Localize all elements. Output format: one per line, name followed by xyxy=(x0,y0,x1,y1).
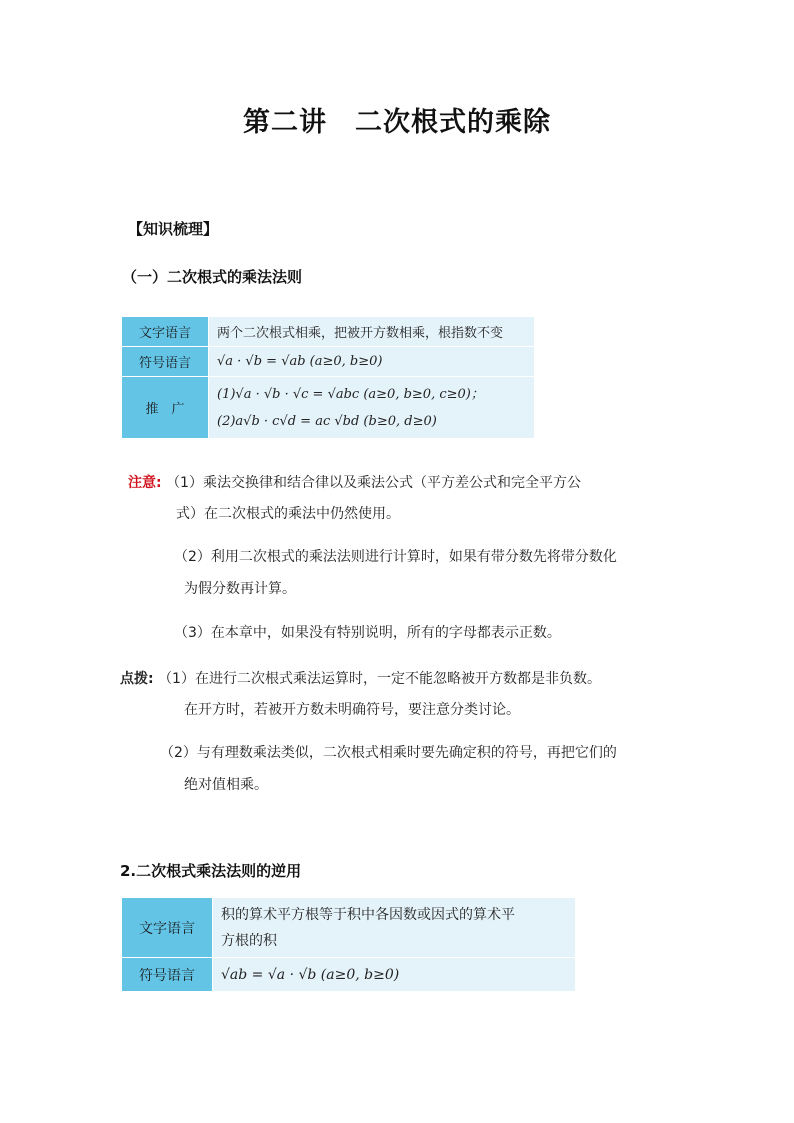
table-label: 文字语言 xyxy=(122,317,209,347)
tips-item-1-line2: 在开方时，若被开方数未明确符号，要注意分类讨论。 xyxy=(184,702,520,718)
section-heading: 【知识梳理】 xyxy=(128,220,219,238)
subsection-title-2: 2.二次根式乘法法则的逆用 xyxy=(120,862,302,880)
tips-item-2-line2: 绝对值相乘。 xyxy=(184,777,268,793)
reverse-rule-table xyxy=(121,897,576,992)
tips-item-2-line1: （2）与有理数乘法类似，二次根式相乘时要先确定积的符号，再把它们的 xyxy=(160,745,617,761)
table-value: 积的算术平方根等于积中各因数或因式的算术平 xyxy=(221,906,515,923)
table-value: 两个二次根式相乘，把被开方数相乘，根指数不变 xyxy=(209,317,535,347)
table-value-formula: (2)a√b · c√d = ac √bd (b≥0, d≥0) xyxy=(217,413,437,429)
notice-label: 注意: xyxy=(128,475,162,491)
table-label: 符号语言 xyxy=(122,347,209,377)
notice-item-3: （3）在本章中，如果没有特别说明，所有的字母都表示正数。 xyxy=(174,625,561,641)
table-value-formula: (1)√a · √b · √c = √abc (a≥0, b≥0, c≥0)； xyxy=(217,386,484,402)
multiplication-rule-table xyxy=(121,316,535,439)
tips-label: 点拨: xyxy=(120,671,154,687)
notice-item-2-line2: 为假分数再计算。 xyxy=(184,581,296,597)
notice-item-1-line1: （1）乘法交换律和结合律以及乘法公式（平方差公式和完全平方公 xyxy=(166,475,581,491)
table-value: 方根的积 xyxy=(221,932,277,949)
table-label: 推 广 xyxy=(122,377,209,439)
subsection-title-1: （一）二次根式的乘法法则 xyxy=(122,268,303,286)
tips-item-1-line1: （1）在进行二次根式乘法运算时，一定不能忽略被开方数都是非负数。 xyxy=(158,671,601,687)
table-value-formula: √a · √b = √ab (a≥0, b≥0) xyxy=(209,347,535,377)
table-label: 文字语言 xyxy=(122,898,213,958)
notice-item-1-line2: 式）在二次根式的乘法中仍然使用。 xyxy=(176,506,400,522)
notice-item-2-line1: （2）利用二次根式的乘法法则进行计算时，如果有带分数先将带分数化 xyxy=(174,549,617,565)
table-label: 符号语言 xyxy=(122,958,213,992)
page-title: 第二讲 二次根式的乘除 xyxy=(243,107,551,138)
table-value-formula: √ab = √a · √b (a≥0, b≥0) xyxy=(213,958,576,992)
